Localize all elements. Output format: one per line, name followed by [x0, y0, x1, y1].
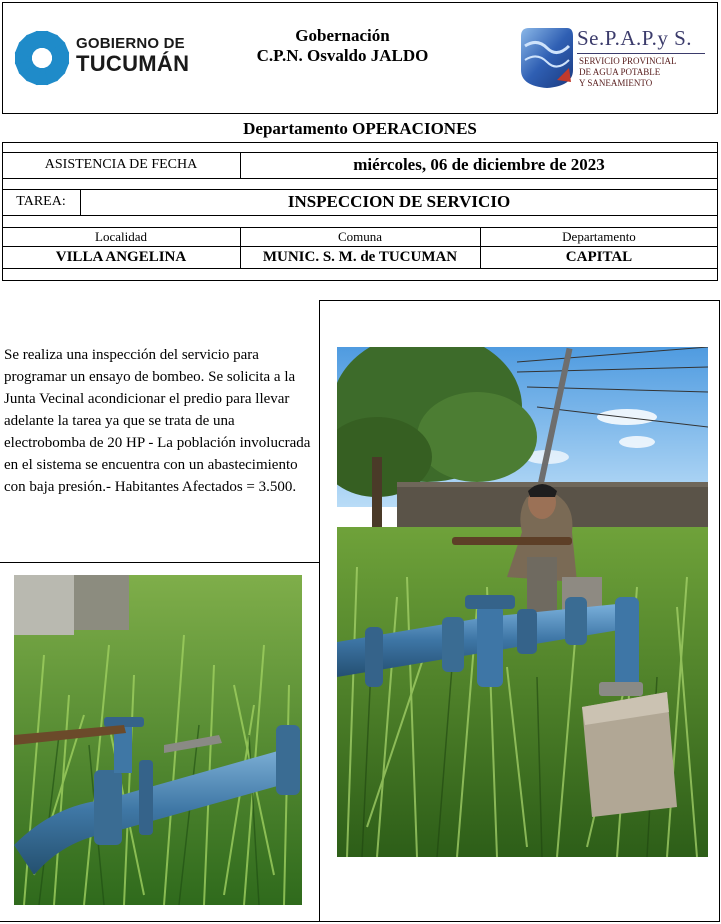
header-title [230, 26, 455, 66]
agency-sub1: SERVICIO PROVINCIAL [579, 56, 677, 66]
gov-logo-line1: GOBIERNO DE [76, 35, 185, 52]
department-title: Departamento OPERACIONES [243, 119, 477, 138]
photo-column-top-border [319, 300, 719, 301]
date-row-bottom [2, 178, 718, 179]
location-value-localidad: VILLA ANGELINA [55, 249, 187, 265]
agency-name: Se.P.A.P.y S. [577, 26, 693, 50]
agency-sub2: DE AGUA POTABLE [579, 67, 661, 77]
task-value: INSPECCION DE SERVICIO [287, 192, 511, 211]
title-line1: Gobernación [295, 26, 390, 45]
location-header-localidad: Localidad [95, 229, 147, 244]
title-line2: C.P.N. Osvaldo JALDO [256, 46, 429, 65]
location-header-comuna: Comuna [337, 229, 383, 244]
text-bottom-border [0, 562, 320, 563]
water-drop-icon [517, 26, 575, 90]
photo-column-left-border [319, 300, 320, 922]
inspection-description: Se realiza una inspección del servicio para programar un ensayo de bombeo. Se solicita a la Junta Vecinal acondicionar el predio para llevar adelante la tarea ya que se trata de una electrobomba de 20 HP - La población involucrada en el sistema se encuentra con un abastecimiento con baja presión.- Habitantes Afectados = 3.500. [4, 347, 311, 495]
sepapys-logo [515, 22, 710, 102]
date-label: ASISTENCIA DE FECHA [44, 157, 198, 172]
table-bottom-border [2, 280, 718, 281]
agency-sub3: Y SANEAMIENTO [579, 78, 653, 88]
location-value-comuna: MUNIC. S. M. de TUCUMAN [262, 249, 458, 265]
sunburst-icon [12, 28, 72, 88]
location-header-departamento: Departamento [562, 229, 636, 244]
page-bottom-border [0, 921, 720, 922]
table-top-border [2, 142, 718, 143]
pipe-closeup-photo [14, 575, 302, 905]
location-bottom [2, 268, 718, 269]
task-row-bottom [2, 215, 718, 216]
gov-logo-text [76, 36, 189, 75]
photo-column-right-border [719, 300, 720, 922]
worker-valve-photo [337, 347, 708, 857]
task-label: TAREA: [16, 194, 66, 209]
agency-divider [577, 53, 705, 54]
agency-subtitle [579, 56, 677, 89]
location-value-departamento: CAPITAL [565, 249, 633, 265]
gov-logo-line2: TUCUMÁN [76, 51, 190, 76]
date-value: miércoles, 06 de diciembre de 2023 [353, 155, 605, 174]
